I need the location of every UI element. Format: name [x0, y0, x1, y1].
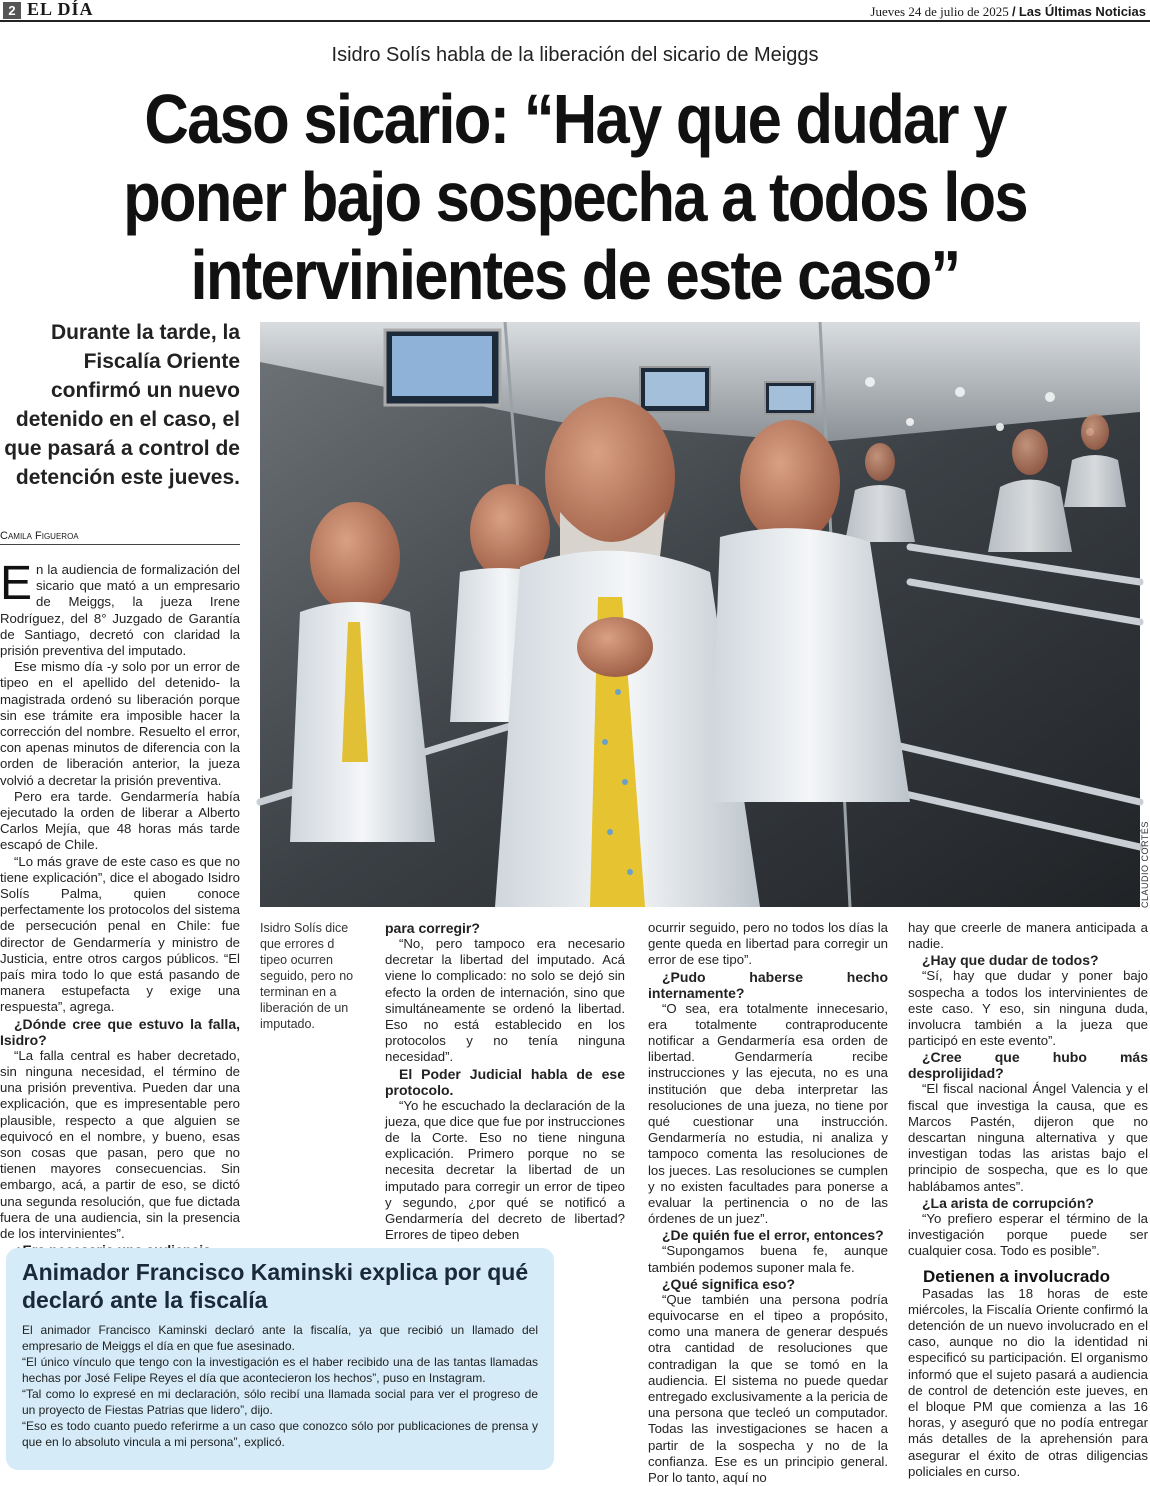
article-column-2 — [385, 920, 625, 1243]
dateline — [870, 4, 1146, 20]
sidebar-paragraph: El animador Francisco Kaminski declaró ante la fiscalía, ya que recibió un llamado del empresario de Meiggs el día en que fue asesinado. — [22, 1323, 538, 1353]
paragraph: “No, pero tampoco era necesario decretar la libertad del imputado. Acá viene lo complicado: no solo se dejó sin efecto la orden de internación, sino que simultáneamente se ordenó la libertad. Eso no está establecido en los protocolos y no tenía ninguna necesidad”. — [385, 936, 625, 1065]
masthead — [0, 0, 1150, 22]
dateline-separator: / — [1011, 4, 1016, 19]
paragraph: Pasadas las 18 horas de este miércoles, la Fiscalía Oriente confirmó la detención de un nuevo involucrado en el caso, aunque no dio la identidad ni especificó su participación. El organismo informó que el sujeto pasará a audiencia de control de detención este jueves, en el bloque PM que comienza a las 16 horas, y aseguró que no podía entregar más detalles de la aprehensión para asegurar el éxito de otras diligencias policiales en curso. — [908, 1285, 1148, 1479]
paragraph: Ese mismo día -y solo por un error de tipeo en el apellido del detenido- la magistrada ordenó su liberación porque sin ese trámite era imposible hacer la corrección del nombre. Resuelto el error, con apenas minutos de diferencia con la orden de liberación anterior, la jueza volvió a decretar la prisión preventiva. — [0, 659, 240, 788]
interview-question: ¿Qué significa eso? — [662, 1275, 796, 1292]
interview-question: ¿La arista de corrupción? — [922, 1194, 1094, 1211]
lead-text: n la audiencia de formalización del sicario que mató a un empresario de Meiggs, la jueza Irene Rodríguez, del 8° Juzgado de Garantía de Santiago, decretó con claridad la prisión preventiva del imputado. — [0, 562, 240, 659]
paragraph: “El fiscal nacional Ángel Valencia y el fiscal que investiga la causa, que es Marcos Pastén, dijeron que no descartan ninguna alternativa y que investigan todas las aristas bajo el principio de sospecha, que es lo que hablábamos antes”. — [908, 1081, 1148, 1194]
paragraph: Pero era tarde. Gendarmería había ejecutado la orden de liberar a Alberto Carlos Mejía, que 48 horas más tarde escapó de Chile. — [0, 788, 240, 853]
paragraph: “O sea, era totalmente innecesario, era totalmente contraproducente notificar a Gendarmería esa orden de libertad. Gendarmería recibe instrucciones y las ejecuta, no es una institución que deba interpretar las resoluciones de una jueza, no tiene por qué cuestionar una instrucción. Gendarmería no estudia, ni analiza y tampoco comenta las resoluciones de los jueces. Las resoluciones se cumplen y no existen facultades para ponerse a evaluar la pertinencia o no de las órdenes de un juez”. — [648, 1000, 888, 1227]
byline: Camila Figueroa — [0, 530, 240, 545]
paragraph: “Lo más grave de este caso es que no tiene explicación”, dice el abogado Isidro Solís Palma, quien conoce perfectamente los protocolos del sistema de persecución penal en Chile: fue director de Gendarmería y ministro de Justicia, entre otros cargos públicos. “El país mira todo lo que está pasando de manera estupefacta y exige una respuesta”, agrega. — [0, 853, 240, 1015]
sidebar-box — [6, 1248, 554, 1470]
photo-caption: Isidro Solís dice que errores d tipeo ocurren seguido, pero no terminan en a liberación de un imputado. — [260, 921, 354, 1031]
subheading: Detienen a involucrado — [923, 1267, 1111, 1287]
interview-question: El Poder Judicial habla de ese protocolo. — [385, 1065, 625, 1098]
sidebar-paragraph: “Eso es todo cuanto puedo referirme a un caso que conozco sólo por publicaciones de prensa y que en lo absoluto vincula a mi persona”, explicó. — [22, 1419, 538, 1449]
page-number: 2 — [3, 2, 21, 19]
interview-question: ¿Pudo haberse hecho internamente? — [648, 968, 888, 1001]
article-kicker: Isidro Solís habla de la liberación del sicario de Meiggs — [331, 44, 819, 66]
lead-paragraph — [0, 557, 240, 659]
article-headline: Caso sicario: “Hay que dudar y poner bajo sospecha a todos los intervinientes de este caso” — [123, 80, 1027, 314]
paragraph: “Supongamos buena fe, aunque también podemos suponer mala fe. — [648, 1243, 888, 1275]
paragraph: “Que también una persona podría equivocarse en el tipeo a propósito, como una manera de generar después otra cantidad de resoluciones que contradigan la que se tomó en la audiencia. El sistema no puede quedar entregado exclusivamente a la pericia de una persona que tecleó un computador. Todas las investigaciones se hacen a partir de la sospecha y no de la confianza. Ese es un principio general. Por lo tanto, aquí no — [648, 1291, 888, 1486]
paragraph: “Yo he escuchado la declaración de la jueza, que dice que fue por instrucciones de la Corte. Eso no tiene ninguna explicación. Primero porque no se necesita decretar la libertad de un imputado para corregir un error de tipeo y segundo, ¿por qué se notificó a Gendarmería del decreto de libertad? Errores de tipeo deben — [385, 1097, 625, 1243]
paragraph: “La falla central es haber decretado, sin ninguna necesidad, el término de una prisión preventiva. Pueden dar una explicación, que es impresentable pero plausible, respecto a que alguien se equivocó en el nombre, y bueno, esas son cosas que pasan, pero que no tienen mayores consecuencias. Sin embargo, acá, a partir de eso, se dictó una segunda resolución, que fue dictada fuera de una audiencia, sin la presencia de los intervinientes”. — [0, 1047, 240, 1241]
article-deck: Durante la tarde, la Fiscalía Oriente confirmó un nuevo detenido en el caso, el que pasará a control de detención este jueves. — [4, 321, 240, 489]
sidebar-paragraph: “Tal como lo expresé en mi declaración, sólo recibí una llamada social para ver el progreso de un proyecto de Fiestas Patrias que lidero”, dijo. — [22, 1387, 538, 1417]
interview-question: ¿Dónde cree que estuvo la falla, Isidro? — [0, 1015, 240, 1048]
sidebar-title: Animador Francisco Kaminski explica por qué declaró ante la fiscalía — [22, 1259, 529, 1313]
elevator-mirror-photo — [260, 322, 1140, 907]
interview-question: ¿Cree que hubo más desprolijidad? — [908, 1049, 1148, 1082]
paragraph: “Sí, hay que dudar y poner bajo sospecha a todos los intervinientes de este caso. Y eso, sin ninguna duda, involucra también a la jueza que participó en este evento”. — [908, 968, 1148, 1049]
paragraph: “Yo prefiero esperar el término de la investigación porque puede ser cualquier cosa. Todo es posible”. — [908, 1210, 1148, 1259]
interview-question: para corregir? — [385, 920, 480, 936]
sidebar-paragraph: “El único vínculo que tengo con la investigación es el haber recibido una de las tantas llamadas hechas por José Felipe Reyes el día que acontecieron los hechos”, puso en Instagram. — [22, 1355, 538, 1385]
interview-question: ¿De quién fue el error, entonces? — [662, 1227, 884, 1244]
section-name: EL DÍA — [27, 0, 94, 19]
drop-cap: E — [0, 557, 33, 610]
paper-name: Las Últimas Noticias — [1018, 4, 1146, 19]
interview-question: ¿Hay que dudar de todos? — [922, 952, 1099, 969]
article-photo — [260, 322, 1140, 907]
photo-credit: CLAUDIO CORTÉS — [1140, 821, 1150, 908]
paragraph: ocurrir seguido, pero no todos los días la gente queda en libertad para corregir un error de ese tipo”. — [648, 920, 888, 968]
paragraph: hay que creerle de manera anticipada a nadie. — [908, 920, 1148, 952]
article-column-4 — [908, 920, 1148, 1480]
article-column-3 — [648, 920, 888, 1486]
issue-date: Jueves 24 de julio de 2025 — [870, 4, 1009, 19]
article-column-1 — [0, 557, 240, 1258]
